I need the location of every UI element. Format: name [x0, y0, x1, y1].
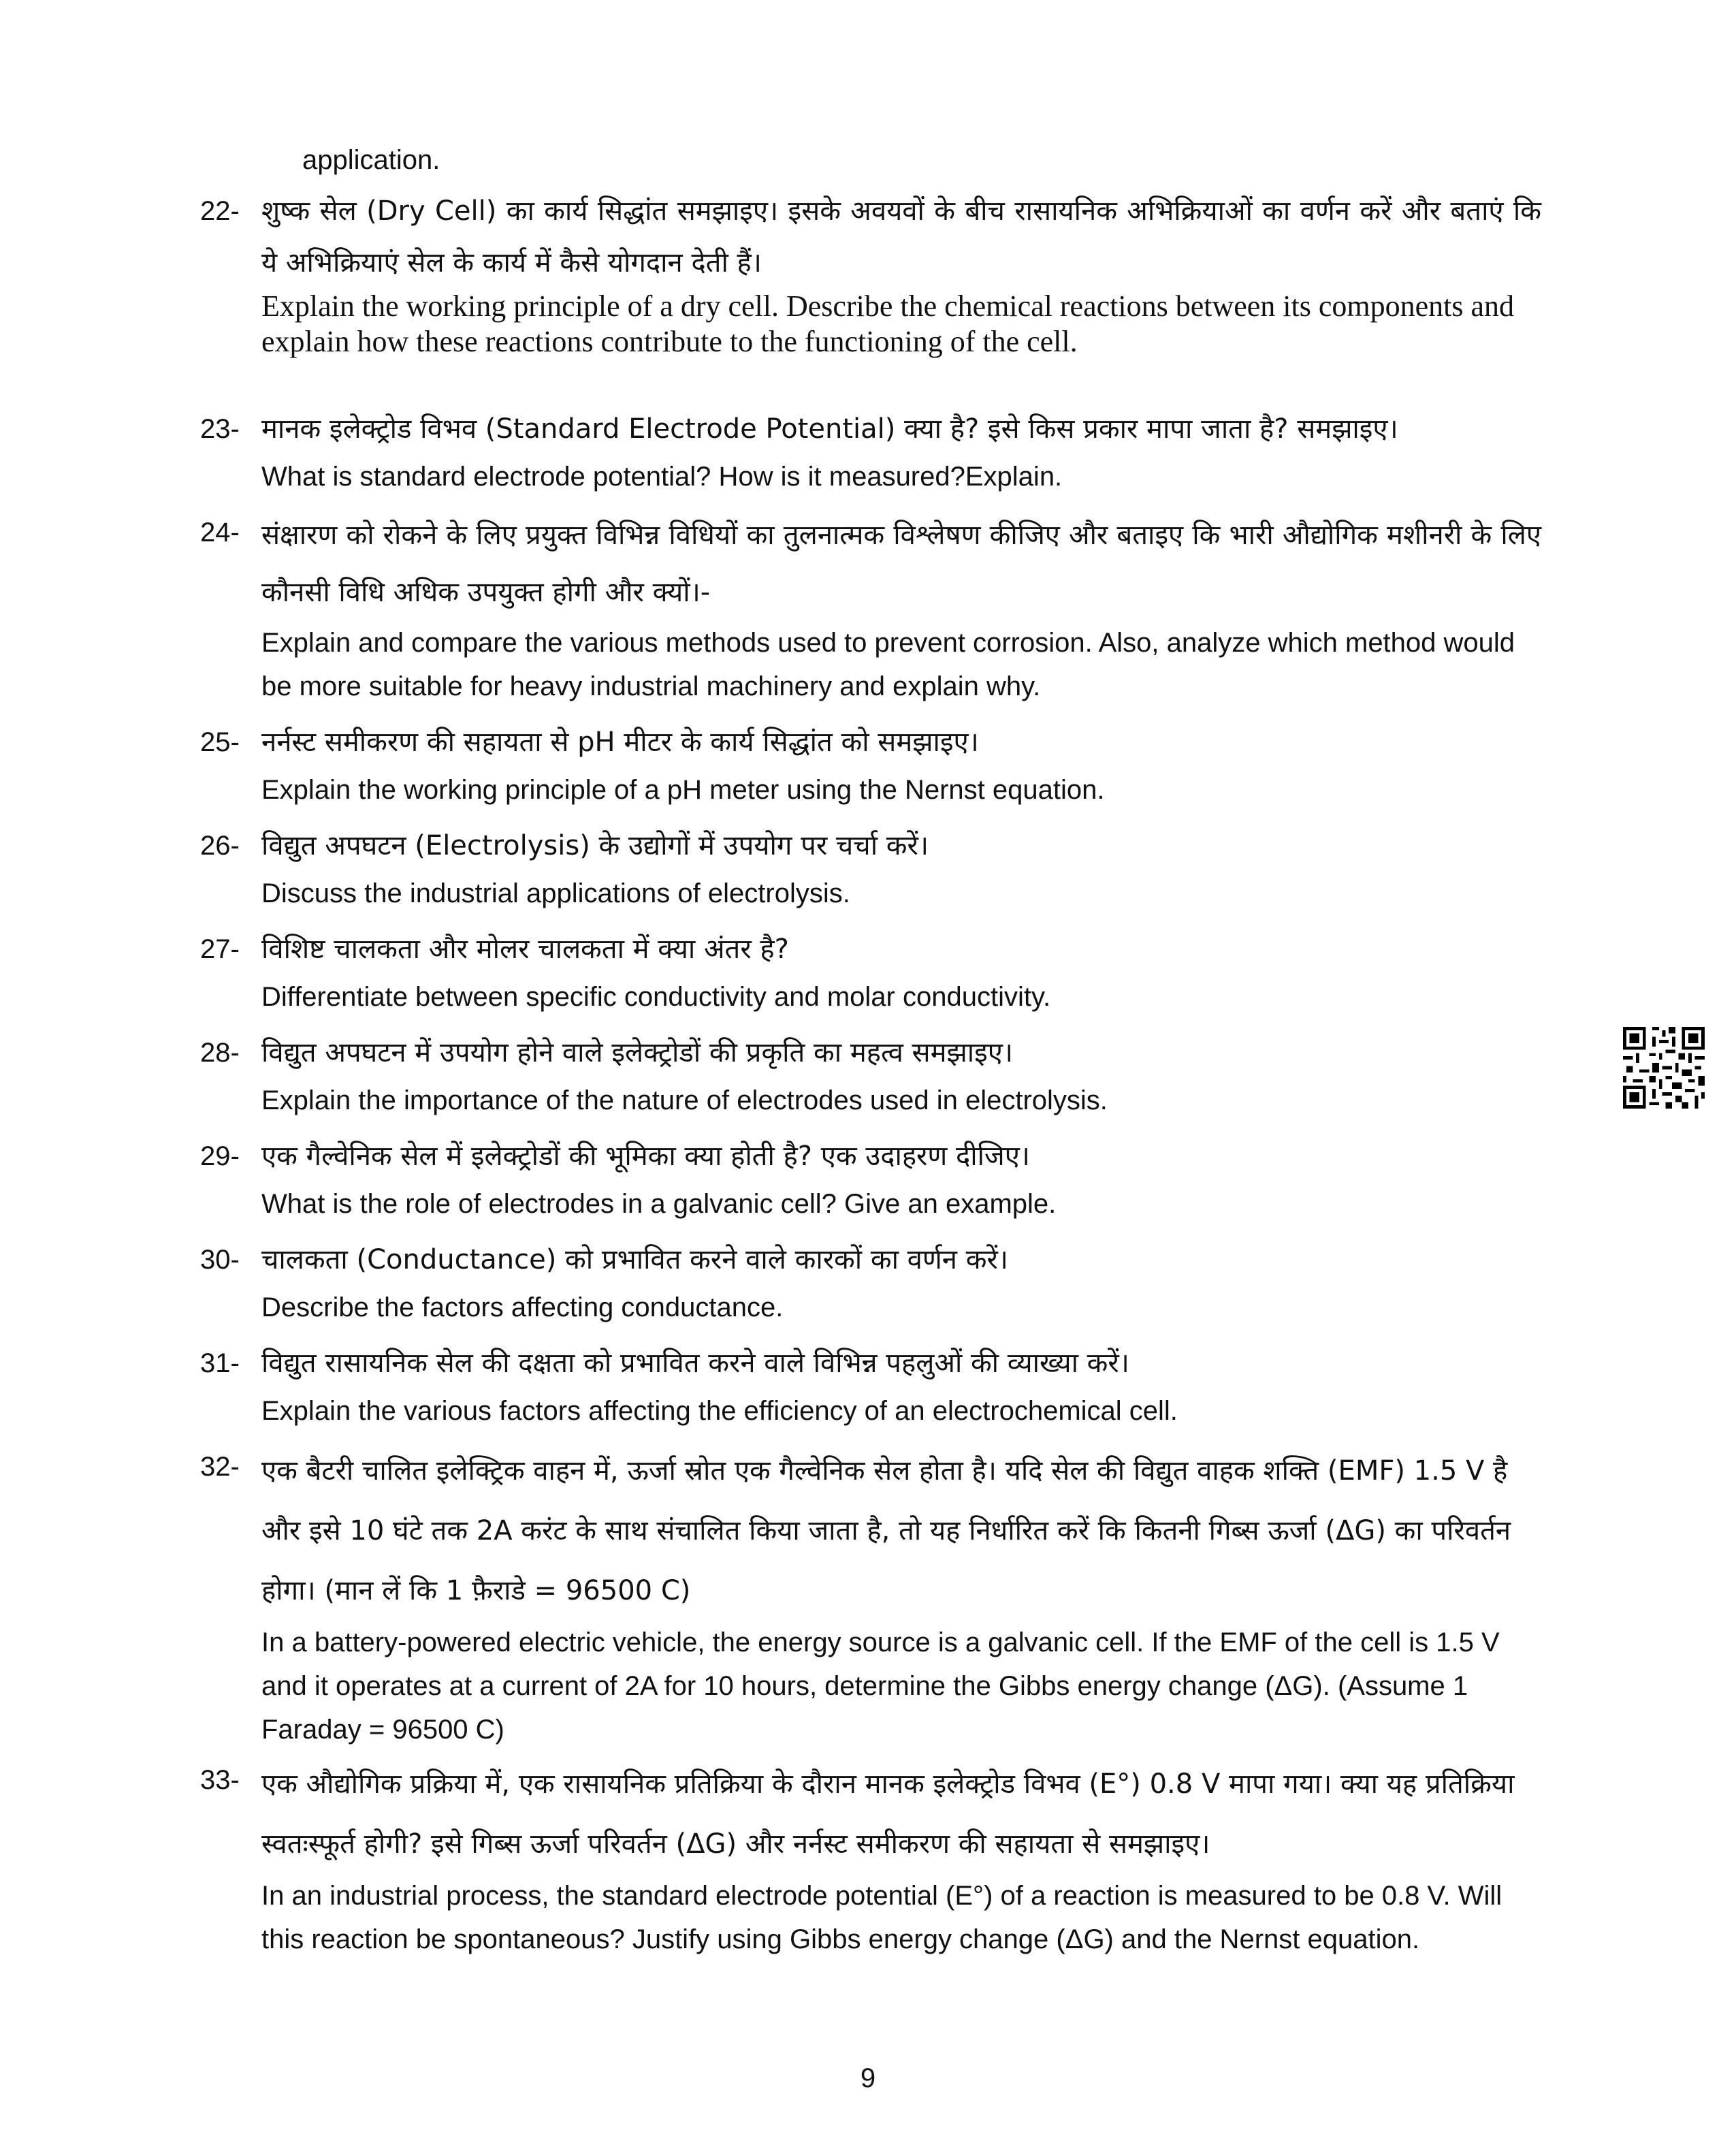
question-number: 24-	[200, 518, 240, 547]
question-number: 25-	[200, 727, 240, 757]
question-number: 33-	[200, 1765, 240, 1795]
question-english: In a battery-powered electric vehicle, the energy source is a galvanic cell. If the EMF of the cell is 1.5 V and it operates at a current of 2A for 10 hours, determine the Gibbs energy change (ΔG). (Assume 1 Faraday = 96500 C)	[261, 1627, 1500, 1745]
question-english: What is standard electrode potential? How is it measured?Explain.	[261, 462, 1063, 492]
question-hindi: मानक इलेक्ट्रोड विभव (Standard Electrode Potential) क्या है? इसे किस प्रकार मापा जाता है? समझाइए।	[261, 413, 1398, 445]
question-english: Explain the working principle of a dry cell. Describe the chemical reactions between its components and explain how these reactions contribute to the functioning of the cell.	[261, 289, 1515, 358]
question-english: Explain the various factors affecting the efficiency of an electrochemical cell.	[261, 1396, 1178, 1426]
question-hindi: एक बैटरी चालित इलेक्ट्रिक वाहन में, ऊर्जा स्रोत एक गैल्वेनिक सेल होता है। यदि सेल की विद्युत वाहक शक्ति (EMF) 1.5 V है और इसे 10 घंटे तक 2A करंट के साथ संचालित किया जाता है, तो यह निर्धारित करें कि कितनी गिब्स ऊर्जा (ΔG) का परिवर्तन होगा। (मान लें कि 1 फ़ैराडे = 96500 C)	[261, 1455, 1511, 1606]
question-number: 27-	[200, 934, 240, 964]
question-english: Discuss the industrial applications of electrolysis.	[261, 878, 850, 908]
question-number: 31-	[200, 1348, 240, 1378]
question-english: Explain the working principle of a pH meter using the Nernst equation.	[261, 775, 1105, 805]
page-number: 9	[860, 2063, 876, 2093]
question-number: 22-	[200, 196, 240, 226]
question-hindi: विद्युत अपघटन (Electrolysis) के उद्योगों में उपयोग पर चर्चा करें।	[261, 830, 929, 861]
question-english: What is the role of electrodes in a galvanic cell? Give an example.	[261, 1189, 1057, 1219]
question-number: 28-	[200, 1038, 240, 1068]
question-hindi: एक औद्योगिक प्रक्रिया में, एक रासायनिक प्रतिक्रिया के दौरान मानक इलेक्ट्रोड विभव (E°) 0.8 V मापा गया। क्या यह प्रतिक्रिया स्वतःस्फूर्त होगी? इसे गिब्स ऊर्जा परिवर्तन (ΔG) और नर्नस्ट समीकरण की सहायता से समझाइए।	[261, 1768, 1515, 1860]
question-hindi: एक गैल्वेनिक सेल में इलेक्ट्रोडों की भूमिका क्या होती है? एक उदाहरण दीजिए।	[261, 1141, 1030, 1172]
question-hindi: संक्षारण को रोकने के लिए प्रयुक्त विभिन्न विधियों का तुलनात्मक विश्लेषण कीजिए और बताइए कि भारी औद्योगिक मशीनरी के लिए कौनसी विधि अधिक उपयुक्त होगी और क्यों।-	[261, 520, 1541, 608]
question-english: In an industrial process, the standard electrode potential (E°) of a reaction is measured to be 0.8 V. Will this reaction be spontaneous? Justify using Gibbs energy change (ΔG) and the Nernst equation.	[261, 1881, 1502, 1954]
qr-code-icon	[1623, 1027, 1705, 1109]
question-hindi: चालकता (Conductance) को प्रभावित करने वाले कारकों का वर्णन करें।	[261, 1244, 1008, 1275]
question-hindi: शुष्क सेल (Dry Cell) का कार्य सिद्धांत समझाइए। इसके अवयवों के बीच रासायनिक अभिक्रियाओं का वर्णन करें और बताएं कि ये अभिक्रियाएं सेल के कार्य में कैसे योगदान देती हैं।	[261, 195, 1541, 279]
question-english: Explain the importance of the nature of electrodes used in electrolysis.	[261, 1085, 1108, 1115]
question-hindi: विद्युत अपघटन में उपयोग होने वाले इलेक्ट्रोडों की प्रकृति का महत्व समझाइए।	[261, 1037, 1014, 1068]
question-number: 30-	[200, 1245, 240, 1275]
question-hindi: विद्युत रासायनिक सेल की दक्षता को प्रभावित करने वाले विभिन्न पहलुओं की व्याख्या करें।	[261, 1348, 1129, 1379]
question-number: 26-	[200, 831, 240, 861]
question-english: Describe the factors affecting conductance.	[261, 1292, 784, 1322]
question-hindi: विशिष्ट चालकता और मोलर चालकता में क्या अंतर है?	[261, 934, 789, 965]
question-hindi: नर्नस्ट समीकरण की सहायता से pH मीटर के कार्य सिद्धांत को समझाइए।	[261, 727, 979, 758]
question-number: 32-	[200, 1452, 240, 1482]
question-english: Differentiate between specific conductivity and molar conductivity.	[261, 982, 1051, 1012]
question-number: 23-	[200, 414, 240, 444]
continuation-text: application.	[302, 145, 440, 175]
question-number: 29-	[200, 1141, 240, 1171]
question-english: Explain and compare the various methods used to prevent corrosion. Also, analyze which method would be more suitable for heavy industrial machinery and explain why.	[261, 628, 1515, 701]
